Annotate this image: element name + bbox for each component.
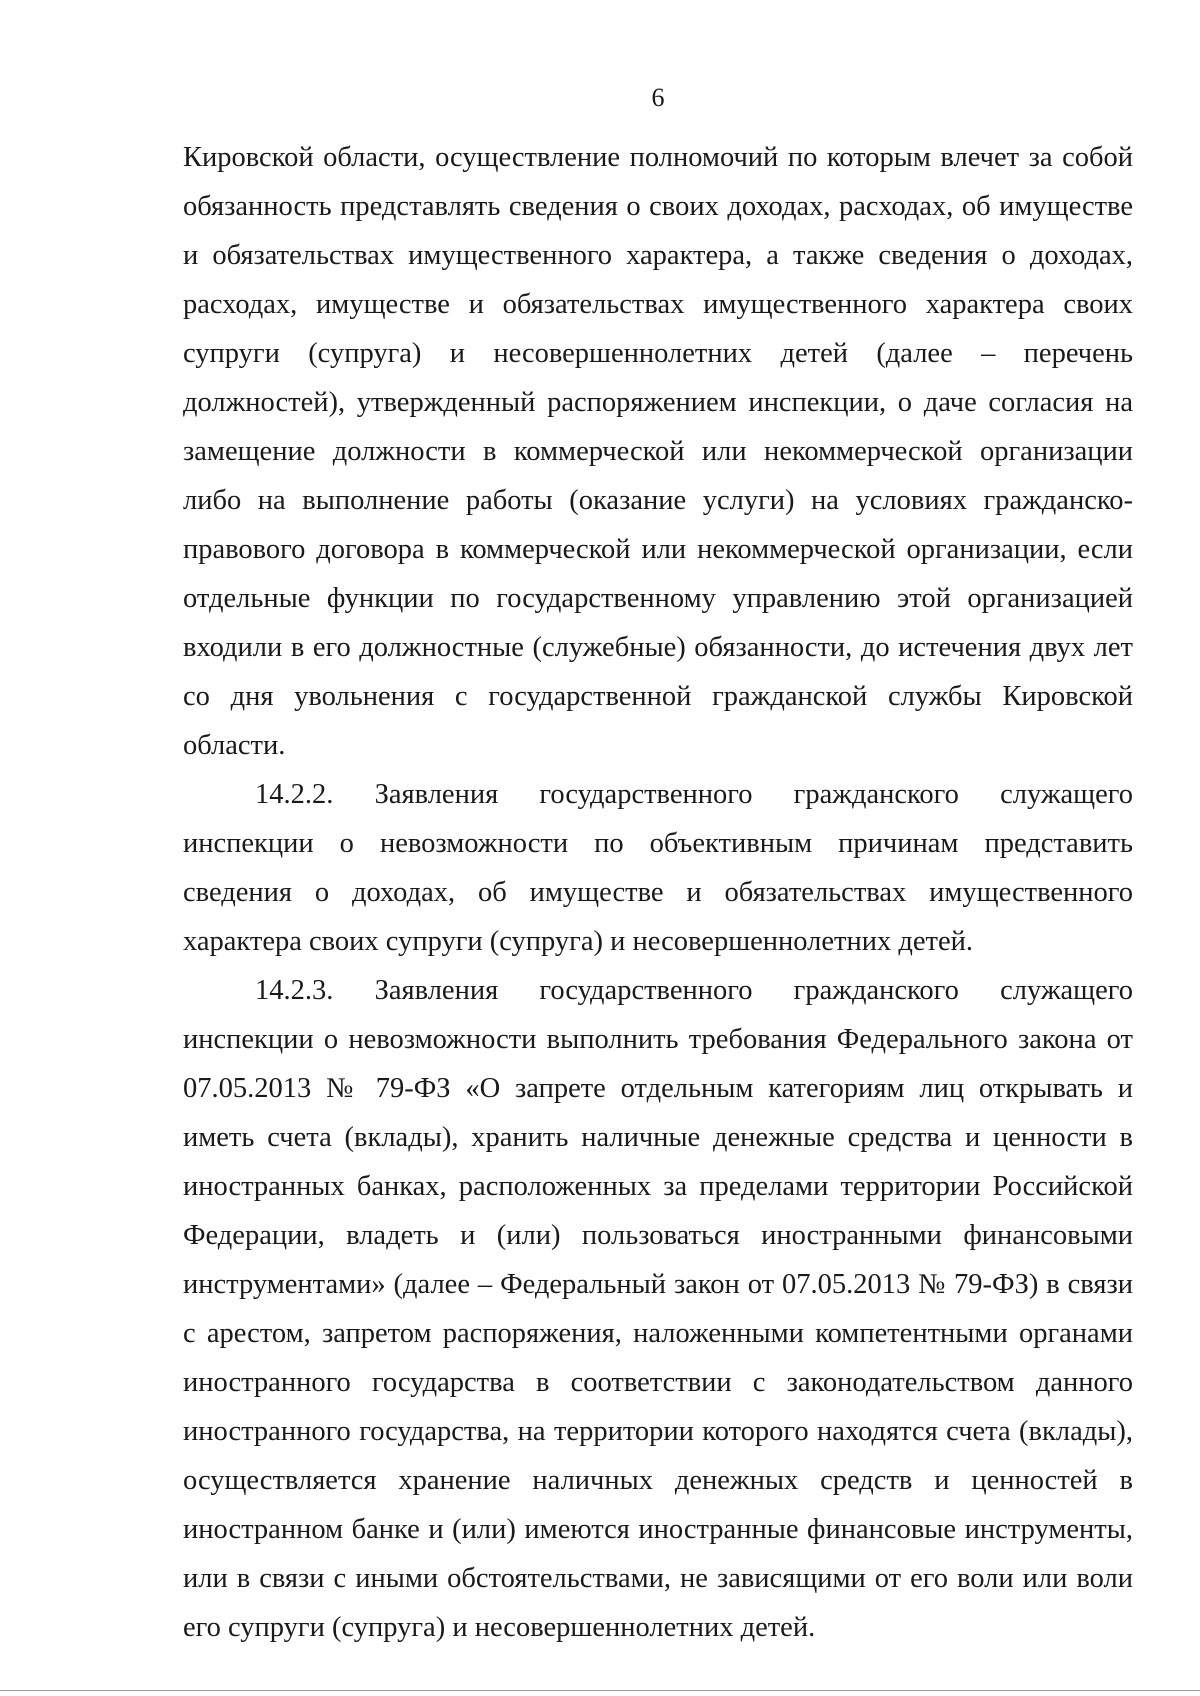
document-body [183, 133, 1133, 1652]
scan-edge-line [0, 1690, 1200, 1691]
paragraph-continuation: Кировской области, осуществление полномочий по которым влечет за собой обязанность представлять сведения о своих доходах, расходах, об имуществе и обязательствах имущественного характера, а также сведения о доходах, расходах, имуществе и обязательствах имущественного характера своих супруги (супруга) и несовершеннолетних детей (далее – перечень должностей), утвержденный распоряжением инспекции, о даче согласия на замещение должности в коммерческой или некоммерческой организации либо на выполнение работы (оказание услуги) на условиях гражданско-правового договора в коммерческой или некоммерческой организации, если отдельные функции по государственному управлению этой организацией входили в его должностные (служебные) обязанности, до истечения двух лет со дня увольнения с государственной гражданской службы Кировской области. [183, 142, 1133, 761]
page-number: 6 [651, 83, 665, 112]
paragraph-14-2-2: 14.2.2. Заявления государственного гражданского служащего инспекции о невозможности по объективным причинам представить сведения о доходах, об имуществе и обязательствах имущественного характера своих супруги (супруга) и несовершеннолетних детей. [183, 779, 1133, 957]
paragraph-14-2-3: 14.2.3. Заявления государственного гражданского служащего инспекции о невозможности выполнить требования Федерального закона от 07.05.2013 № 79-ФЗ «О запрете отдельным категориям лиц открывать и иметь счета (вклады), хранить наличные денежные средства и ценности в иностранных банках, расположенных за пределами территории Российской Федерации, владеть и (или) пользоваться иностранными финансовыми инструментами» (далее – Федеральный закон от 07.05.2013 № 79-ФЗ) в связи с арестом, запретом распоряжения, наложенными компетентными органами иностранного государства в соответствии с законодательством данного иностранного государства, на территории которого находятся счета (вклады), осуществляется хранение наличных денежных средств и ценностей в иностранном банке и (или) имеются иностранные финансовые инструменты, или в связи с иными обстоятельствами, не зависящими от его воли или воли его супруги (супруга) и несовершеннолетних детей. [183, 975, 1133, 1643]
